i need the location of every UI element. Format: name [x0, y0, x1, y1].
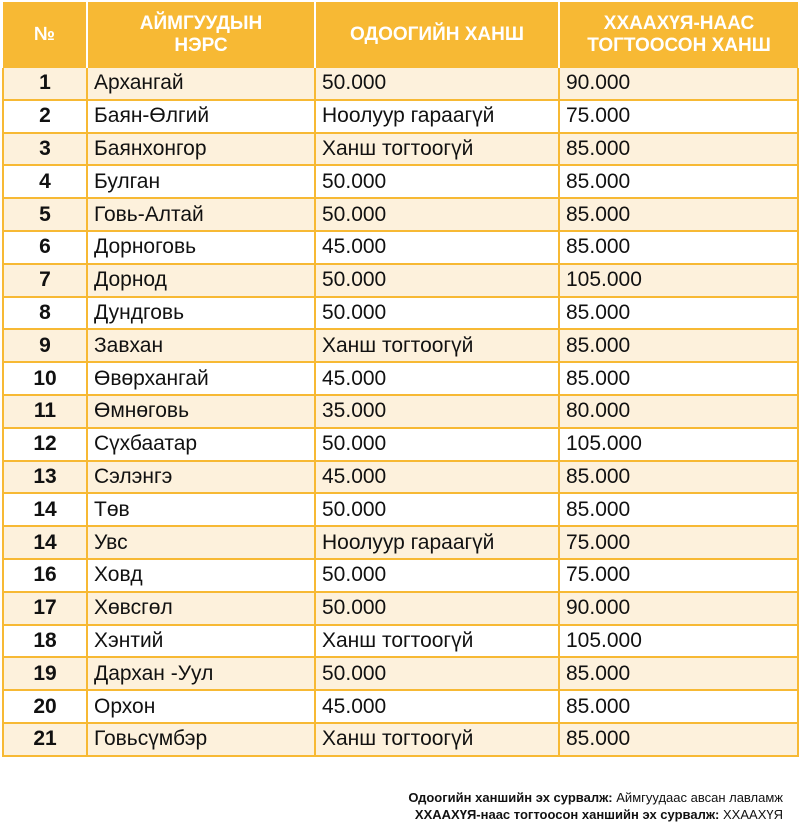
- cell-set-price: 75.000: [559, 526, 798, 559]
- cell-current-price: 50.000: [315, 68, 559, 100]
- cell-province: Өмнөговь: [87, 395, 315, 428]
- header-number-text: №: [33, 24, 56, 45]
- cell-number: 16: [3, 559, 87, 592]
- cell-number: 17: [3, 592, 87, 625]
- cell-current-price: Ханш тогтоогүй: [315, 133, 559, 166]
- cell-number: 5: [3, 198, 87, 231]
- cell-current-price: Ханш тогтоогүй: [315, 723, 559, 756]
- table-body: [3, 68, 798, 756]
- header-current-price: [315, 2, 559, 68]
- cell-current-price: 45.000: [315, 231, 559, 264]
- cell-number: 3: [3, 133, 87, 166]
- cell-province: Төв: [87, 493, 315, 526]
- footer-set-label: ХХААХҮЯ-наас тогтоосон ханшийн эх сурвалж:: [414, 807, 720, 822]
- cell-number: 13: [3, 461, 87, 494]
- table-row: [3, 329, 798, 362]
- cell-set-price: 90.000: [559, 592, 798, 625]
- header-set-price-line2: ТОГТООСОН ХАНШ: [587, 35, 771, 56]
- cell-number: 6: [3, 231, 87, 264]
- table-row: [3, 395, 798, 428]
- cell-province: Булган: [87, 165, 315, 198]
- cell-set-price: 75.000: [559, 100, 798, 133]
- cell-number: 20: [3, 690, 87, 723]
- cell-province: Говьсүмбэр: [87, 723, 315, 756]
- cell-province: Хэнтий: [87, 625, 315, 658]
- header-set-price: [559, 2, 798, 68]
- cell-current-price: 50.000: [315, 428, 559, 461]
- cell-current-price: Ноолуур гараагүй: [315, 526, 559, 559]
- cell-current-price: Ханш тогтоогүй: [315, 625, 559, 658]
- cell-province: Завхан: [87, 329, 315, 362]
- cell-set-price: 85.000: [559, 461, 798, 494]
- footer-current-value: Аймгуудаас авсан лавламж: [616, 790, 783, 805]
- cell-set-price: 85.000: [559, 297, 798, 330]
- cell-current-price: 50.000: [315, 592, 559, 625]
- cell-province: Дархан -Уул: [87, 657, 315, 690]
- source-footer: [408, 789, 783, 823]
- cell-set-price: 90.000: [559, 68, 798, 100]
- table-row: [3, 690, 798, 723]
- cell-set-price: 85.000: [559, 723, 798, 756]
- cell-number: 14: [3, 526, 87, 559]
- cell-current-price: 45.000: [315, 362, 559, 395]
- cell-set-price: 105.000: [559, 625, 798, 658]
- table-header: [3, 2, 798, 68]
- cell-number: 4: [3, 165, 87, 198]
- cell-province: Дорноговь: [87, 231, 315, 264]
- table-row: [3, 100, 798, 133]
- cell-current-price: 50.000: [315, 165, 559, 198]
- cell-number: 19: [3, 657, 87, 690]
- cell-current-price: Ноолуур гараагүй: [315, 100, 559, 133]
- footer-set-value: ХХААХҮЯ: [723, 807, 783, 822]
- cell-province: Өвөрхангай: [87, 362, 315, 395]
- cell-set-price: 85.000: [559, 165, 798, 198]
- cell-current-price: 45.000: [315, 461, 559, 494]
- header-set-price-line1: ХХААХҮЯ-НААС: [603, 13, 755, 34]
- cell-province: Дундговь: [87, 297, 315, 330]
- cell-number: 7: [3, 264, 87, 297]
- cell-province: Увс: [87, 526, 315, 559]
- cell-current-price: 50.000: [315, 559, 559, 592]
- table-row: [3, 592, 798, 625]
- table-row: [3, 559, 798, 592]
- cell-province: Ховд: [87, 559, 315, 592]
- cell-number: 18: [3, 625, 87, 658]
- cell-set-price: 75.000: [559, 559, 798, 592]
- footer-current-label: Одоогийн ханшийн эх сурвалж:: [408, 790, 613, 805]
- cell-set-price: 85.000: [559, 362, 798, 395]
- table-row: [3, 461, 798, 494]
- table-row: [3, 297, 798, 330]
- cell-number: 8: [3, 297, 87, 330]
- table-row: [3, 198, 798, 231]
- cell-number: 10: [3, 362, 87, 395]
- cell-province: Сүхбаатар: [87, 428, 315, 461]
- cell-set-price: 85.000: [559, 493, 798, 526]
- cell-current-price: 50.000: [315, 493, 559, 526]
- cell-current-price: Ханш тогтоогүй: [315, 329, 559, 362]
- cell-province: Архангай: [87, 68, 315, 100]
- header-row: [3, 2, 798, 68]
- cell-number: 1: [3, 68, 87, 100]
- cell-current-price: 50.000: [315, 198, 559, 231]
- price-table: [2, 2, 799, 757]
- cell-current-price: 50.000: [315, 264, 559, 297]
- table-row: [3, 68, 798, 100]
- cell-province: Говь-Алтай: [87, 198, 315, 231]
- cell-set-price: 85.000: [559, 198, 798, 231]
- table-row: [3, 231, 798, 264]
- cell-set-price: 105.000: [559, 428, 798, 461]
- cell-province: Хөвсгөл: [87, 592, 315, 625]
- header-number: [3, 2, 87, 68]
- cell-set-price: 85.000: [559, 690, 798, 723]
- cell-set-price: 80.000: [559, 395, 798, 428]
- table-row: [3, 723, 798, 756]
- cell-set-price: 85.000: [559, 657, 798, 690]
- cell-current-price: 50.000: [315, 657, 559, 690]
- cell-province: Баян-Өлгий: [87, 100, 315, 133]
- cell-province: Баянхонгор: [87, 133, 315, 166]
- table-row: [3, 264, 798, 297]
- cell-province: Орхон: [87, 690, 315, 723]
- cell-number: 2: [3, 100, 87, 133]
- table-row: [3, 526, 798, 559]
- table-row: [3, 362, 798, 395]
- table-row: [3, 165, 798, 198]
- cell-province: Сэлэнгэ: [87, 461, 315, 494]
- table-row: [3, 133, 798, 166]
- cell-current-price: 35.000: [315, 395, 559, 428]
- table-row: [3, 657, 798, 690]
- table-row: [3, 493, 798, 526]
- footer-line-current: [408, 789, 783, 806]
- table-row: [3, 625, 798, 658]
- cell-set-price: 85.000: [559, 329, 798, 362]
- cell-current-price: 50.000: [315, 297, 559, 330]
- cell-number: 21: [3, 723, 87, 756]
- cell-number: 14: [3, 493, 87, 526]
- cell-number: 9: [3, 329, 87, 362]
- cell-number: 12: [3, 428, 87, 461]
- cell-number: 11: [3, 395, 87, 428]
- cell-current-price: 45.000: [315, 690, 559, 723]
- cell-province: Дорнод: [87, 264, 315, 297]
- header-current-price-text: ОДООГИЙН ХАНШ: [350, 24, 524, 45]
- cell-set-price: 85.000: [559, 133, 798, 166]
- table-row: [3, 428, 798, 461]
- header-province-line2: НЭРС: [174, 35, 228, 56]
- cell-set-price: 85.000: [559, 231, 798, 264]
- header-province-line1: АЙМГУУДЫН: [139, 13, 263, 34]
- footer-line-set: [408, 806, 783, 823]
- header-province: [87, 2, 315, 68]
- cell-set-price: 105.000: [559, 264, 798, 297]
